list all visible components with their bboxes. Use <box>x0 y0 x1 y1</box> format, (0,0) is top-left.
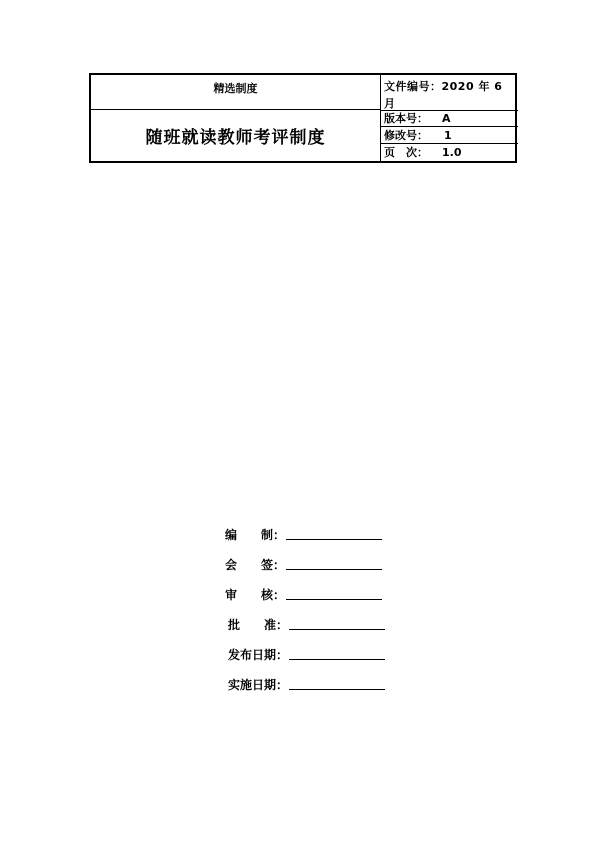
review-label: 审 核： <box>225 588 286 602</box>
signoff-row-approve <box>220 612 400 642</box>
signoff-row-review <box>220 582 400 612</box>
doc-number-value: 2020 年 6 月 <box>384 80 503 110</box>
signoff-row-countersign <box>220 552 400 582</box>
revision-value: 1 <box>444 128 452 142</box>
publish-date-label: 发布日期： <box>228 648 289 662</box>
approve-signature-line[interactable] <box>289 629 385 630</box>
review-signature-line[interactable] <box>286 599 382 600</box>
signoff-row-publish-date <box>220 642 400 672</box>
effective-date-label: 实施日期： <box>228 678 289 692</box>
version-value: A <box>442 112 451 125</box>
signoff-row-compile <box>220 522 400 552</box>
signoff-row-effective-date <box>220 672 400 702</box>
publish-date-line[interactable] <box>289 659 385 660</box>
version-cell <box>384 111 516 126</box>
effective-date-line[interactable] <box>289 689 385 690</box>
revision-label: 修改号： <box>384 128 428 142</box>
document-header-table <box>89 73 517 163</box>
version-label: 版本号： <box>384 112 428 125</box>
doc-number-label: 文件编号： <box>384 80 442 93</box>
column-divider <box>380 75 381 161</box>
document-category: 精选制度 <box>213 82 258 95</box>
doc-number-cell <box>384 75 516 111</box>
page-value: 1.0 <box>442 145 462 159</box>
compile-label: 编 制： <box>225 528 286 542</box>
countersign-label: 会 签： <box>225 558 286 572</box>
countersign-signature-line[interactable] <box>286 569 382 570</box>
compile-signature-line[interactable] <box>286 539 382 540</box>
approve-label: 批 准： <box>228 618 289 632</box>
signoff-block <box>220 522 400 702</box>
page-cell <box>384 144 516 160</box>
page-label: 页 次： <box>384 145 428 159</box>
document-title: 随班就读教师考评制度 <box>145 128 326 148</box>
revision-cell <box>384 127 516 143</box>
